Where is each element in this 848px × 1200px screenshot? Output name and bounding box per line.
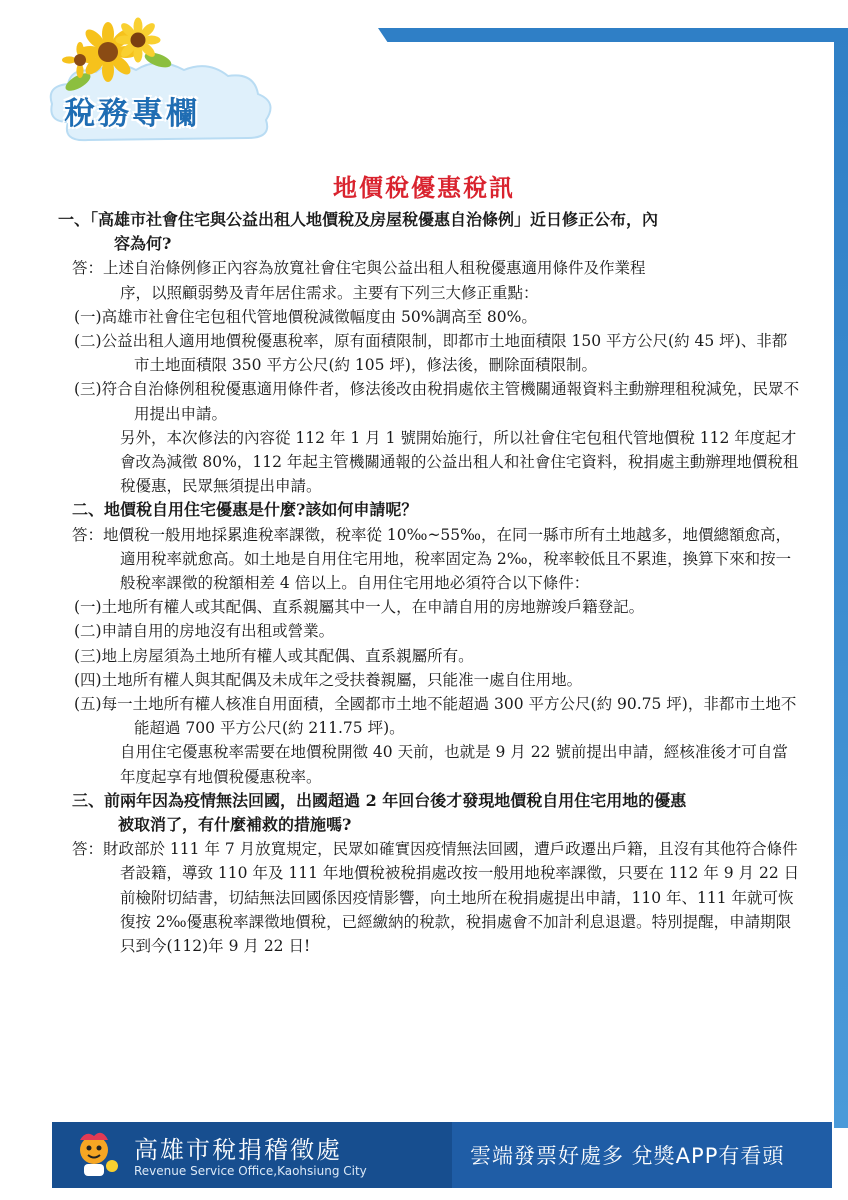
section-3	[60, 789, 800, 958]
section-2	[60, 498, 800, 788]
answer-2: 答：地價稅一般用地採累進稅率課徵，稅率從 10‰~55‰，在同一縣市所有土地越多，地價總額愈高，適用稅率就愈高。如土地是自用住宅用地，稅率固定為 2‰，稅率較低且不累進，換算下來和按一般稅率課徵的稅額相差 4 倍以上。自用住宅用地必須符合以下條件：	[72, 525, 792, 593]
list-item: (一)土地所有權人或其配偶、直系親屬其中一人，在申請自用的房地辦竣戶籍登記。	[74, 598, 645, 617]
mascot-icon	[66, 1128, 126, 1184]
list-item: (四)土地所有權人與其配偶及未成年之受扶養親屬，只能准一處自住用地。	[74, 670, 583, 689]
sunflower-icon	[38, 12, 298, 162]
answer-1: 答：上述自治條例修正內容為放寬社會住宅與公益出租人租稅優惠適用條件及作業程 序，以照顧弱勢及青年居住需求。主要有下列三大修正重點：	[72, 259, 646, 302]
question-3: 三、前兩年因為疫情無法回國，出國超過 2 年回台後才發現地價稅自用住宅用地的優惠 被取消了，有什麼補救的措施嗎?	[72, 790, 687, 835]
question-2: 二、地價稅自用住宅優惠是什麼?該如何申請呢？	[72, 500, 418, 520]
list-item: (二)公益出租人適用地價稅優惠稅率，原有面積限制，即都市土地面積限 150 平方公尺(約 45 坪)、非都市土地面積限 350 平方公尺(約 105 坪)，修法後，刪除面積限制。	[74, 332, 788, 375]
list-item: (三)符合自治條例租稅優惠適用條件者，修法後改由稅捐處依主管機關通報資料主動辦理租稅減免，民眾不用提出申請。	[74, 380, 800, 423]
list-item: (二)申請自用的房地沒有出租或營業。	[74, 622, 335, 641]
list-item: (一)高雄市社會住宅包租代管地價稅減徵幅度由 50%調高至 80%。	[74, 307, 537, 326]
column-title: 稅務專欄	[64, 96, 200, 132]
article-body	[60, 208, 800, 958]
section-1	[60, 208, 800, 498]
answer-3: 答：財政部於 111 年 7 月放寬規定，民眾如確實因疫情無法回國，遭戶政遷出戶籍，且沒有其他符合條件者設籍，導致 110 年及 111 年地價稅被稅捐處改按一般用地稅率課徵，只要在 112 年 9 月 22 日前檢附切結書，切結無法回國係因疫情影響，向土地所在稅捐處提出申請，110 年、111 年就可恢復按 2‰優惠稅率課徵地價稅，已經繳納的稅款，稅捐處會不加計利息退還。特別提醒，申請期限只到今(112)年 9 月 22 日!	[72, 840, 800, 956]
note-2: 自用住宅優惠稅率需要在地價稅開徵 40 天前，也就是 9 月 22 號前提出申請，經核准後才可自當年度起享有地價稅優惠稅率。	[120, 743, 788, 786]
list-item: (三)地上房屋須為土地所有權人或其配偶、直系親屬所有。	[74, 646, 474, 665]
top-blue-banner	[378, 28, 848, 42]
page-title: 地價稅優惠稅訊	[333, 174, 515, 202]
org-name: 高雄市稅捐稽徵處	[134, 1136, 342, 1164]
footer-slogan: 雲端發票好處多 兌獎APP有看頭	[470, 1144, 785, 1168]
list-item: (五)每一土地所有權人核准自用面積，全國都市土地不能超過 300 平方公尺(約 90.75 坪)，非都市土地不能超過 700 平方公尺(約 211.75 坪)。	[74, 695, 797, 738]
column-logo	[38, 12, 298, 162]
note-1: 另外，本次修法的內容從 112 年 1 月 1 號開始施行，所以社會住宅包租代管地價稅 112 年度起才會改為減徵 80%，112 年起主管機關通報的公益出租人和社會住宅資料，稅捐處主動辦理地價稅租稅優惠，民眾無須提出申請。	[120, 428, 799, 496]
org-name-english: Revenue Service Office,Kaohsiung City	[134, 1164, 367, 1178]
question-1: 一、「高雄市社會住宅與公益出租人地價稅及房屋稅優惠自治條例」近日修正公布，內 容為何?	[58, 210, 659, 254]
